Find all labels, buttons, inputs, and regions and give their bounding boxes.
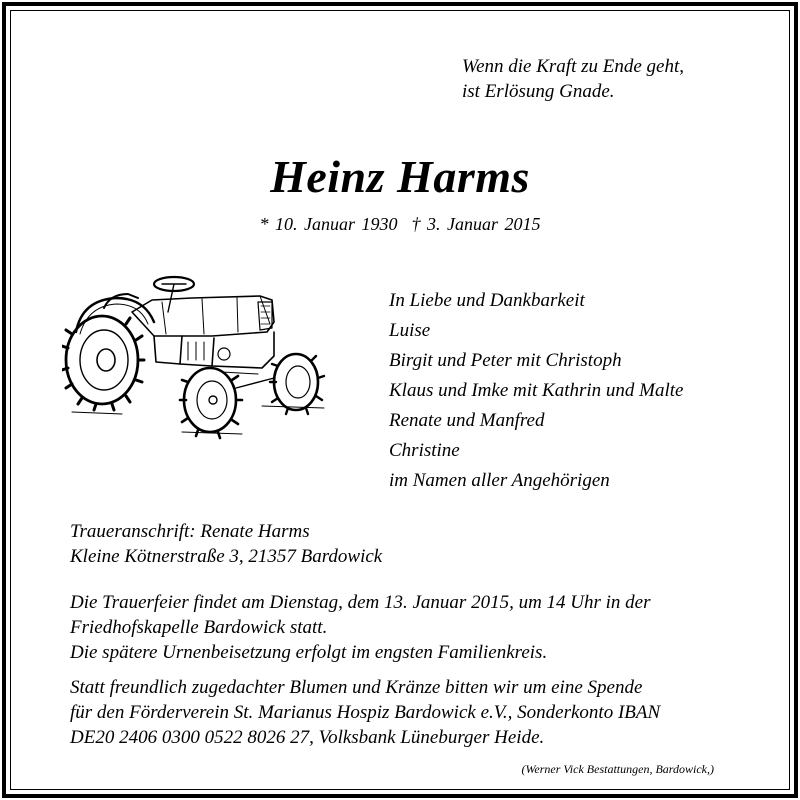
death-date: † 3. Januar 2015 [411, 214, 541, 234]
ceremony-line-1: Die Trauerfeier findet am Dienstag, dem 13. Januar 2015, um 14 Uhr in der [70, 592, 651, 613]
ceremony-line-2: Friedhofskapelle Bardowick statt. [70, 617, 328, 638]
donation-notice [70, 675, 660, 750]
donation-line-1: Statt freundlich zugedachter Blumen und Kränze bitten wir um eine Spende [70, 677, 643, 698]
birth-date: * 10. Januar 1930 [259, 214, 398, 234]
address-line-2: Kleine Kötnerstraße 3, 21357 Bardowick [70, 546, 383, 567]
undertaker-credit: (Werner Vick Bestattungen, Bardowick,) [521, 762, 714, 776]
mourner-line: Renate und Manfred [389, 410, 545, 431]
quote-line-2: ist Erlösung Gnade. [462, 81, 615, 102]
mourner-line: Luise [389, 320, 431, 341]
mourners-list [389, 286, 683, 496]
tractor-illustration [62, 272, 330, 444]
life-dates [0, 214, 800, 235]
mourner-line: Christine [389, 440, 460, 461]
donation-line-3: DE20 2406 0300 0522 8026 27, Volksbank Lüneburger Heide. [70, 727, 545, 748]
donation-line-2: für den Förderverein St. Marianus Hospiz Bardowick e.V., Sonderkonto IBAN [70, 702, 661, 723]
quote [462, 54, 684, 104]
mourning-address [70, 519, 382, 569]
ceremony-line-3: Die spätere Urnenbeisetzung erfolgt im engsten Familienkreis. [70, 642, 548, 663]
mourner-line: Klaus und Imke mit Kathrin und Malte [389, 380, 684, 401]
ceremony-notice [70, 590, 651, 665]
deceased-name: Heinz Harms [270, 151, 530, 202]
address-line-1: Traueranschrift: Renate Harms [70, 521, 310, 542]
mourner-line: Birgit und Peter mit Christoph [389, 350, 622, 371]
mourners-intro: In Liebe und Dankbarkeit [389, 290, 585, 311]
mourners-closing: im Namen aller Angehörigen [389, 470, 610, 491]
quote-line-1: Wenn die Kraft zu Ende geht, [462, 56, 684, 77]
